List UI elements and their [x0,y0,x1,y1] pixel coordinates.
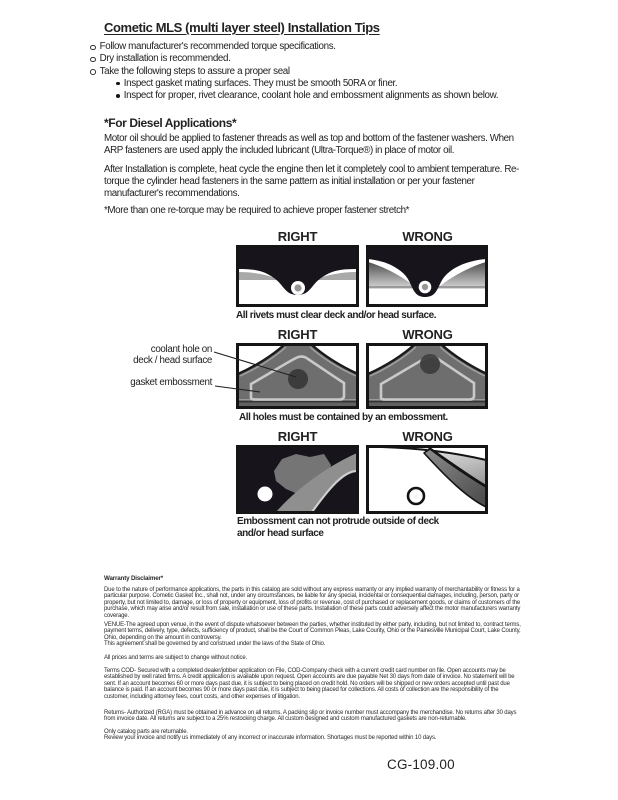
diesel-applications-heading: *For Diesel Applications* [104,116,237,130]
sub-tip-text: Inspect for proper, rivet clearance, coolant hole and embossment alignments as shown below. [123,90,499,102]
warranty-heading: Warranty Disclaimer* [104,575,164,582]
installation-tips-list [90,41,530,102]
figure1-wrong-label: WRONG [402,229,453,244]
tip-item [90,53,530,65]
figure2-caption: All holes must be contained by an embossment. [239,412,448,423]
warranty-paragraph-terms: Terms COD- Secured with a completed dealer/jobber application on File, COD-Company check with a current credit card number on file. Open accounts may be established by well rated firms. A credit application is available upon request. Open accounts are due payable Net 30 days from date of invoice. No statement will be sent. If an account becomes 60 or more days past due, it is subject to being placed on credit hold. No orders will be shipped or new orders accepted until past due balance is paid. If an account becomes 90 or more days past due, it is subject to being placed for collections. All costs of collection are the responsibility of the customer, including attorney fees, court costs, and other expenses of litigation. [104,668,515,700]
tip-item [90,66,530,78]
tip-text: Follow manufacturer's recommended torque specifications. [99,41,336,52]
warranty-paragraph-venue: VENUE-The agreed upon venue, in the event of dispute whatsoever between the parties, whether instituted by either party, including, but not limited to, contract terms, payment terms, delivery, type, defects, sufficiency of product, shall be the Court of Common Pleas, Lake County, Ohio or the Painesville Municipal Court, Lake County, Ohio, depending on the amount in controversy. This agreement shall be governed by and construed under the laws of the State of Ohio. [104,622,521,648]
figure1-wrong-diagram [366,245,488,307]
diesel-paragraph-2: After Installation is complete, heat cycle the engine then let it completely cool to ambient temperature. Re-torque the cylinder head fasteners in the same pattern as initial installation or per your fastener manufacturer's recommendations. [104,164,519,199]
callout-coolant-hole-label: coolant hole on deck / head surface [133,344,212,367]
sub-tip-item [116,90,530,102]
filled-bullet-icon [116,82,120,86]
figure3-right-diagram [236,445,359,514]
figure3-caption: Embossment can not protrude outside of deck and/or head surface [237,516,439,539]
warranty-paragraph-returns: Returns- Authorized (RGA) must be obtained in advance on all returns. A packing slip or invoice number must accompany the merchandise. No returns after 30 days from invoice date. All returns are subject to a 25% restocking charge. All custom designed and custom manufactured gaskets are non-returnable. [104,710,517,723]
open-bullet-icon [90,45,96,51]
warranty-paragraph-prices: All prices and terms are subject to change without notice. [104,655,248,661]
figure1-caption: All rivets must clear deck and/or head surface. [236,310,437,321]
figure3-wrong-diagram [366,445,488,514]
figure3-right-label: RIGHT [277,429,318,444]
figure2-right-label: RIGHT [277,327,318,342]
figure1-right-label: RIGHT [277,229,318,244]
page-code: CG-109.00 [387,757,455,772]
warranty-paragraph-catalog: Only catalog parts are returnable. Review your invoice and notify us immediately of any incorrect or inaccurate information. Shortages must be reported within 10 days. [104,729,437,742]
sub-tip-item [116,78,530,90]
open-bullet-icon [90,69,96,75]
figure1-right-diagram [236,245,359,307]
tip-text: Dry installation is recommended. [99,53,231,65]
diesel-paragraph-1: Motor oil should be applied to fastener threads as well as top and bottom of the fastener washers. When ARP fasteners are used apply the included lubricant (Ultra-Torque®) in place of motor oil. [104,133,514,156]
figure2-right-diagram [236,343,359,409]
callout-gasket-embossment-label: gasket embossment [130,377,212,388]
tip-item [90,41,530,53]
figure3-wrong-label: WRONG [402,429,453,444]
figure2-wrong-label: WRONG [402,327,453,342]
open-bullet-icon [90,57,96,63]
warranty-paragraph-disclaimer: Due to the nature of performance applications, the parts in this catalog are sold without any express warranty or any implied warranty of merchantability or fitness for a particular purpose. Cometic Gasket Inc., shall not, under any circumstances, be liable for any special, incidental or consequential damages, including, person, party or property, but not limited to, damage, or loss of property or equipment, loss of profits or revenue, cost of purchased or replacement goods, or claims of customers of the purchase, which may arise and/or result from sale, installation or use of these parts. Installation of these parts could adversely affect the motor manufacturers warranty coverage. [104,587,521,619]
retorque-note: *More than one re-torque may be required to achieve proper fastener stretch* [104,205,410,216]
figure2-wrong-diagram [366,343,488,409]
page-title: Cometic MLS (multi layer steel) Installation Tips [104,20,380,35]
filled-bullet-icon [116,94,120,98]
tip-text: Take the following steps to assure a proper seal [99,65,290,77]
sub-tip-text: Inspect gasket mating surfaces. They must be smooth 50RA or finer. [123,77,398,89]
